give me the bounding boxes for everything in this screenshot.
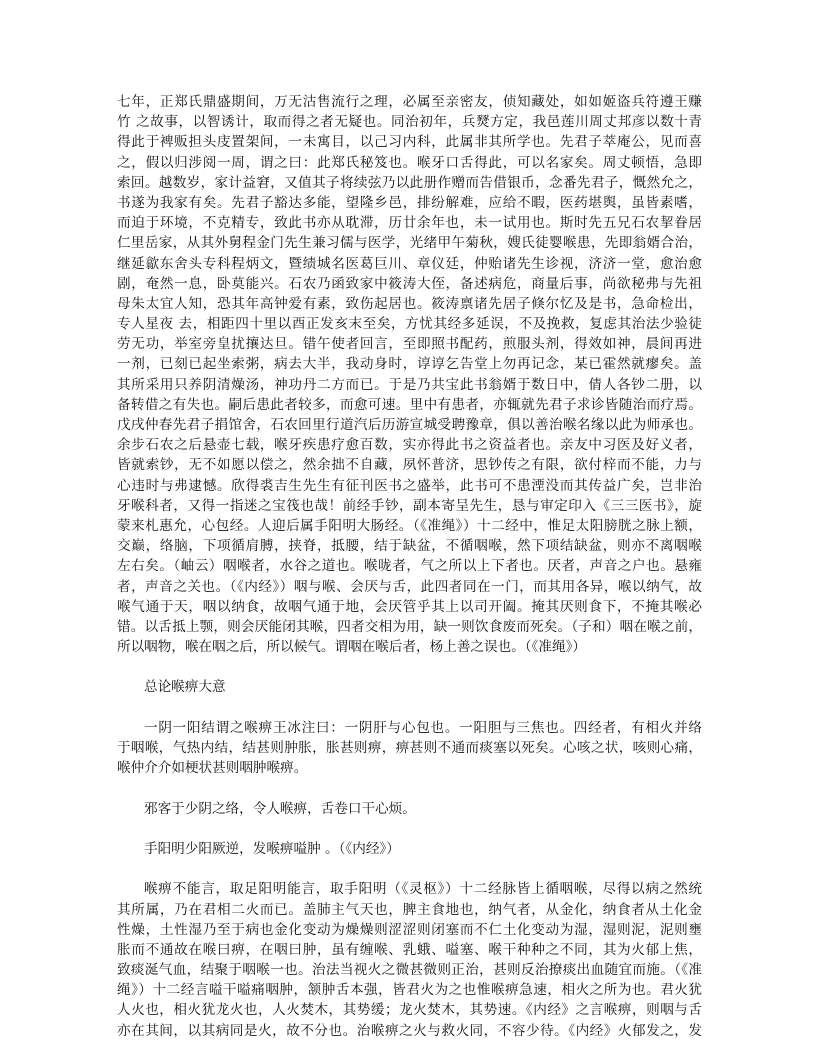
text-line: 喉仲介介如梗状甚则咽肿喉痹。 [117,760,308,777]
text-line: 竹 之故事，以智诱计，取而得之者无疑也。同治初年，兵燹方定，我邑莲川周丈邦彦以数十青 [117,114,702,131]
spacer [117,859,702,879]
text-line: 其所采用只养阴清燥汤，神功丹二方而已。于是乃共宝此书翁婿于数日中，倩人各钞二册，以 [117,376,702,393]
text-line: 左右矣。（岫云）咽喉者，水谷之道也。喉咙者，气之所以上下者也。厌者，声音之户也。悬雍 [117,558,702,575]
text-line: 专人星夜 去，相距四十里以酉正发亥末至矣，方忧其经多延误，不及挽救，复虑其治法少验徒 [117,316,702,333]
text-line: 得此于裨贩担头庋置架间，一未寓目，以己习内科，此属非其所学也。先君子萃庵公，见而喜 [117,134,702,151]
text-line: 胀而不通故在喉曰痹，在咽曰肿，虽有缠喉、乳蛾、嗌塞、喉干种种之不同，其为火郁上焦， [117,941,702,958]
document-page [117,92,702,1041]
text-line: 继延歙东舍头专科程炳文，暨绩城名医葛巨川、章仪廷，仲贻诸先生诊视，济济一堂，愈治愈 [117,255,702,272]
text-line: 心违时与弗逮憾。欣得裘吉生先生有征刊医书之盛举，此书可不患湮没而其传益广矣，岂非治 [117,477,702,494]
text-line: 蒙来札惠允，心包经。人迎后属手阳明大肠经。（《准绳》）十二经中，惟足太阳膀胱之脉上额， [117,517,702,534]
text-line: 备转借之有失也。嗣后患此者较多，而愈可速。里中有患者，亦辄就先君子求诊皆随治而疗焉。 [117,396,702,413]
text-line: 人火也，相火犹龙火也，人火焚木，其势缓；龙火焚木，其势速。《内经》之言喉痹，则咽与舌 [117,1002,702,1019]
text-line: 剧，奄然一息，卧莫能兴。石农乃函致家中筱涛大侄，备述病危，商量后事，尚欲秘弗与先祖 [117,275,702,292]
text-line: 绳》）十二经言嗌干嗌痛咽肿，颔肿舌本强，皆君火为之也惟喉痹急速，相火之所为也。君火犹 [117,982,702,999]
text-line: 劳无功，举室旁皇扰攘达旦。错午使者回言，至即照书配药，煎服头剂，得效如神，晨间再进 [117,336,702,353]
text-line: 亦在其间，以其病同是火，故不分也。治喉痹之火与救火同，不容少待。《内经》火郁发之，发 [117,1022,702,1039]
section-heading: 总论喉痹大意 [144,679,226,696]
text-line: 戊戌仲春先君子捐馆舍，石农回里行道汽后历游宣城受聘豫章，俱以善治喉名缘以此为师承也。 [117,417,702,433]
spacer [117,778,702,798]
spacer [117,819,702,839]
text-line: 于咽喉，气热内结，结甚则肿胀，胀甚则痹，痹甚则不通而痰塞以死矣。心咳之状，咳则心痛， [117,740,702,756]
text-line: 错。以舌抵上颚，则会厌能闭其喉，四者交相为用，缺一则饮食废而死矣。（子和）咽在喉之前， [117,618,702,635]
text-line: 其所属，乃在君相二火而已。盖肺主气天也，脾主食地也，纳气者，从金化，纳食者从土化金 [117,901,702,918]
paragraph-shouyangming: 手阳明少阳厥逆，发喉痹嗌肿 。（《内经》） [144,840,400,857]
text-line: 索回。越数岁，家计益窘，又值其子将续弦乃以此册作赠而告借银币，念番先君子，慨然允之， [117,174,702,191]
text-line: 一剂，已刻已起坐索粥，病去大半，我动身时，谆谆乞告堂上勿再记念，某已霍然就瘳矣。盖 [117,356,702,373]
text-line: 喉气通于天，咽以纳食，故咽气通于地，会厌管乎其上以司开阖。掩其厌则食下，不掩其喉必 [117,598,702,615]
text-line: 之，假以归涉阅一周，谓之曰：此郑氏秘笈也。喉牙口舌得此，可以名家矣。周丈顿悟，急即 [117,154,702,171]
text-line: 致痰涎气血，结聚于咽喉一也。治法当视火之微甚微则正治，甚则反治撩痰出血随宜而施。（《准 [117,962,702,979]
text-line: 仁里岳家，从其外舅程金门先生兼习儒与医学，光绪甲午菊秋，嫂氏徒婴喉患，先即翁婿合治， [117,235,702,252]
text-line: 者，声音之关也。（《内经》）咽与喉、会厌与舌，此四者同在一门，而其用各异，喉以纳气，故 [117,578,702,595]
spacer [117,657,702,677]
text-line: 性燥，土性湿乃至于病也金化变动为燥燥则涩涩则闭塞而不仁土化变动为湿，湿则泥，泥则壅 [117,921,702,938]
spacer [117,698,702,718]
text-line: 所以咽物，喉在咽之后，所以候气。谓咽在喉后者，杨上善之误也。（《准绳》） [117,639,586,656]
text-line: 而迫于环境，不克精专，致此书亦从耽滞，历廿余年也，未一试用也。斯时先五兄石农挈眷居 [117,215,702,232]
paragraph-history [117,92,702,657]
paragraph-houbi [117,879,702,1041]
text-line: 皆就索钞，无不如愿以偿之，然余拙不自藏，夙怀普济，思钞传之有限，欲付梓而不能，力与 [117,457,702,474]
paragraph-shaoyin: 邪客于少阴之络，令人喉痹，舌卷口干心烦。 [144,800,416,817]
text-line: 七年，正郑氏鼎盛期间，万无沽售流行之理，必属至亲密友，侦知藏处，如如姬盗兵符遵王赚 [117,94,702,110]
text-line: 余步石农之后悬壶七载，喉牙疾患疗愈百数，实亦得此书之资益者也。亲友中习医及好义者， [117,437,702,454]
text-line: 书遂为我家有矣。先君子豁达多能，望隆乡邑，排纷解难，应给不暇，医药堪舆，虽皆素嗜， [117,194,702,211]
text-line: 交巅，络脑，下项循肩膊，挟脊，抵腰，结于缺盆，不循咽喉，然下项结缺盆，则亦不离咽喉 [117,538,702,555]
text-line: 母朱太宜人知，恐其年高钟爱有素，致伤起居也。筱涛禀诸先居子倏尔忆及是书，急命检出， [117,295,702,312]
text-line: 一阴一阳结谓之喉痹王冰注曰：一阴肝与心包也。一阳胆与三焦也。四经者，有相火并络 [144,719,702,736]
text-line: 喉痹不能言，取足阳明能言，取手阳明（《灵枢》）十二经脉皆上循咽喉，尽得以病之然统 [144,881,702,898]
text-line: 牙喉科者，又得一指迷之宝筏也哉！前经手钞，副本寄呈先生，恳与审定印入《三三医书》，旋 [117,497,702,514]
paragraph-yin-yang [117,718,702,779]
